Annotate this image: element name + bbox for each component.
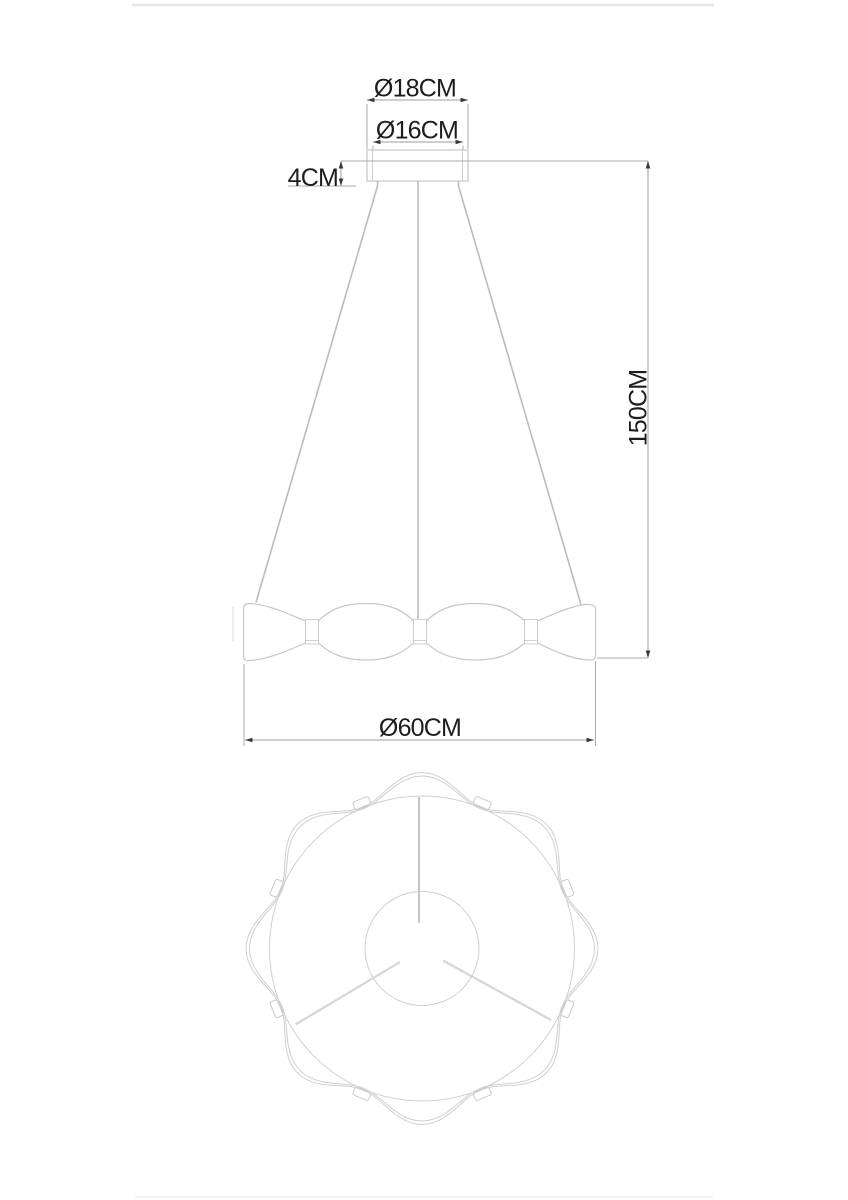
suspension-cable-right [459, 186, 582, 605]
bottom-view [246, 773, 598, 1125]
dim-canopy-height [288, 161, 356, 192]
flower-connectors [270, 796, 575, 1101]
suspension-cables [256, 186, 581, 620]
spoke-lower-left [296, 962, 401, 1025]
dim-canopy-inner-diameter [373, 117, 463, 151]
shade-left-end-cap [244, 604, 306, 661]
dim-label-suspension-drop: 150CM [624, 369, 653, 447]
shade-lens-2-top [427, 604, 525, 622]
center-hub-circle [365, 892, 479, 1006]
elevation-view [233, 150, 596, 661]
shade-lens-2-bottom [427, 643, 525, 660]
shade-segment-connector [270, 999, 284, 1018]
shade-segment-connector [561, 879, 575, 898]
shade-right-end-cap [538, 604, 596, 660]
spoke-lower-right [443, 961, 551, 1021]
dim-suspension-drop [597, 161, 653, 658]
shade-segment-connector [352, 796, 371, 810]
shade-segment-connector [473, 1087, 492, 1101]
dim-shade-diameter [244, 661, 596, 746]
shade-lens-1-top [319, 604, 414, 622]
shade-segment-connector [270, 879, 284, 898]
suspension-cable-left [256, 186, 378, 603]
shade-outer-contour [246, 773, 598, 1125]
ceiling-canopy [367, 150, 468, 187]
shade-segment-connector [561, 999, 575, 1018]
shade-rim-circle [270, 796, 575, 1101]
shade-segment-connector [352, 1087, 371, 1101]
shade-inner-contour [250, 776, 595, 1121]
dimensions [244, 75, 653, 747]
canopy-outer-plate [367, 150, 468, 181]
dim-label-canopy-height: 4CM [287, 164, 338, 192]
shade-segment-connector [473, 796, 492, 810]
dim-label-canopy-inner: Ø16CM [375, 116, 459, 145]
dim-label-canopy-outer: Ø18CM [373, 74, 457, 103]
shade-side-view [233, 604, 596, 661]
shade-lens-1-bottom [319, 643, 414, 660]
dim-label-shade-diameter: Ø60CM [378, 714, 462, 742]
